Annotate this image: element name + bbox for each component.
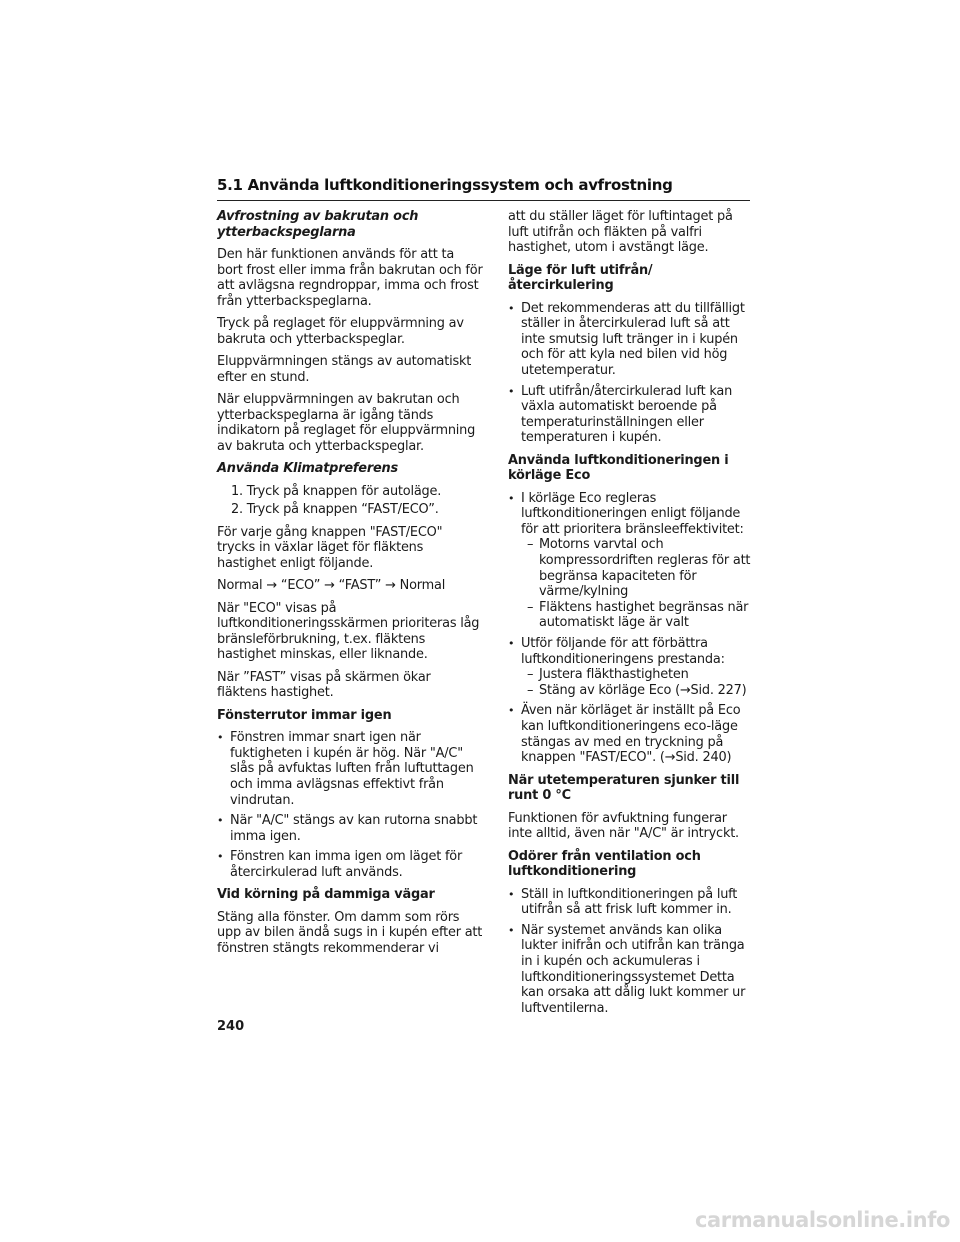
bullet-list [508, 301, 752, 446]
left-column [217, 209, 483, 963]
list-item: • När "A/C" stängs av kan rutorna snabbt imma igen. [217, 813, 483, 844]
dash-item: – Fläktens hastighet begränsas när automatiskt läge är valt [527, 600, 752, 631]
dash-item: – Justera fläkthastigheten [527, 667, 752, 683]
list-item: • Ställ in luftkonditioneringen på luft utifrån så att frisk luft kommer in. [508, 887, 752, 918]
bullet-list [508, 491, 752, 766]
bullet-list [217, 730, 483, 880]
list-item: • Fönstren kan imma igen om läget för återcirkulerad luft används. [217, 849, 483, 880]
heading-eco-mode: Använda luftkonditioneringen i körläge Eco [508, 452, 729, 484]
paragraph: När "ECO" visas på luftkonditioneringsskärmen prioriteras låg bränsleförbrukning, t.ex. fläktens hastighet minskas, eller liknande. [217, 600, 480, 663]
paragraph: För varje gång knappen "FAST/ECO" trycks in växlar läget för fläktens hastighet enligt följande. [217, 524, 443, 571]
step-2: 2. Tryck på knappen “FAST/ECO”. [231, 502, 439, 518]
paragraph: Den här funktionen används för att ta bort frost eller imma från bakrutan och för att avlägsna regndroppar, imma och frost från ytterbackspeglarna. [217, 246, 483, 309]
heading-air-intake: Läge för luft utifrån/återcirkulering [508, 262, 653, 294]
list-item: • Även när körläget är inställt på Eco kan luftkonditioneringens eco-läge stängas av med en tryckning på knappen "FAST/ECO". (→Sid. 240) [508, 703, 752, 765]
dash-item: – Motorns varvtal och kompressordriften regleras för att begränsa kapaciteten för värme/kylning [527, 537, 752, 599]
paragraph: Normal → “ECO” → “FAST” → Normal [217, 578, 446, 594]
list-item: • Luft utifrån/återcirkulerad luft kan växla automatiskt beroende på temperaturinställningen eller temperaturen i kupén. [508, 384, 752, 446]
dash-list [521, 667, 752, 698]
paragraph: När ”FAST” visas på skärmen ökar fläktens hastighet. [217, 669, 431, 701]
paragraph: Stäng alla fönster. Om damm som rörs upp av bilen ändå sugs in i kupén efter att fönstren stängts rekommenderar vi [217, 909, 483, 956]
heading-climate-preference: Använda Klimatpreferens [217, 461, 398, 477]
list-item [508, 491, 752, 631]
paragraph: att du ställer läget för luftintaget på luft utifrån och fläkten på valfri hastighet, utom i avstängt läge. [508, 209, 733, 256]
heading-fogging: Fönsterrutor immar igen [217, 707, 392, 723]
heading-dusty-roads: Vid körning på dammiga vägar [217, 887, 435, 903]
list-item: • Fönstren immar snart igen när fuktigheten i kupén är hög. När "A/C" slås på avfuktas luften från luftuttagen och imma avlägsnas effektivt från vindrutan. [217, 730, 483, 808]
heading-rear-defrost: Avfrostning av bakrutan och ytterbackspeglarna [217, 209, 419, 240]
dash-item: – Stäng av körläge Eco (→Sid. 227) [527, 683, 752, 699]
list-item-text: Utför följande för att förbättra luftkonditioneringens prestanda: [521, 636, 725, 667]
list-item-text: I körläge Eco regleras luftkonditioneringen enligt följande för att prioritera bränsleeffektivitet: [521, 490, 744, 537]
paragraph: Tryck på reglaget för eluppvärmning av bakruta och ytterbackspeglar. [217, 316, 464, 347]
list-item: • När systemet används kan olika lukter inifrån och utifrån kan tränga in i kupén och ackumuleras i luftkonditioneringssystemet Detta kan orsaka att dålig lukt kommer ur luftventilerna. [508, 923, 752, 1017]
paragraph: Funktionen för avfuktning fungerar inte alltid, även när "A/C" är intryckt. [508, 810, 739, 842]
list-item: • Det rekommenderas att du tillfälligt ställer in återcirkulerad luft så att inte smutsig luft tränger in i kupén och för att kyla ned bilen vid hög utetemperatur. [508, 301, 752, 379]
watermark: carmanualsonline.info [694, 1208, 950, 1232]
bullet-list [508, 887, 752, 1017]
right-column [508, 209, 752, 1023]
list-item [508, 636, 752, 698]
section-header: 5.1 Använda luftkonditioneringssystem och avfrostning [217, 176, 750, 201]
page-number: 240 [217, 1019, 245, 1034]
heading-low-temperature: När utetemperaturen sjunker till runt 0 °C [508, 772, 740, 804]
step-1: 1. Tryck på knappen för autoläge. [231, 483, 442, 499]
paragraph: När eluppvärmningen av bakrutan och ytterbackspeglarna är igång tänds indikatorn på reglaget för eluppvärmning av bakruta och ytterbackspeglar. [217, 392, 476, 454]
dash-list [521, 537, 752, 631]
paragraph: Eluppvärmningen stängs av automatiskt efter en stund. [217, 354, 472, 385]
heading-odors: Odörer från ventilation och luftkonditionering [508, 848, 701, 880]
